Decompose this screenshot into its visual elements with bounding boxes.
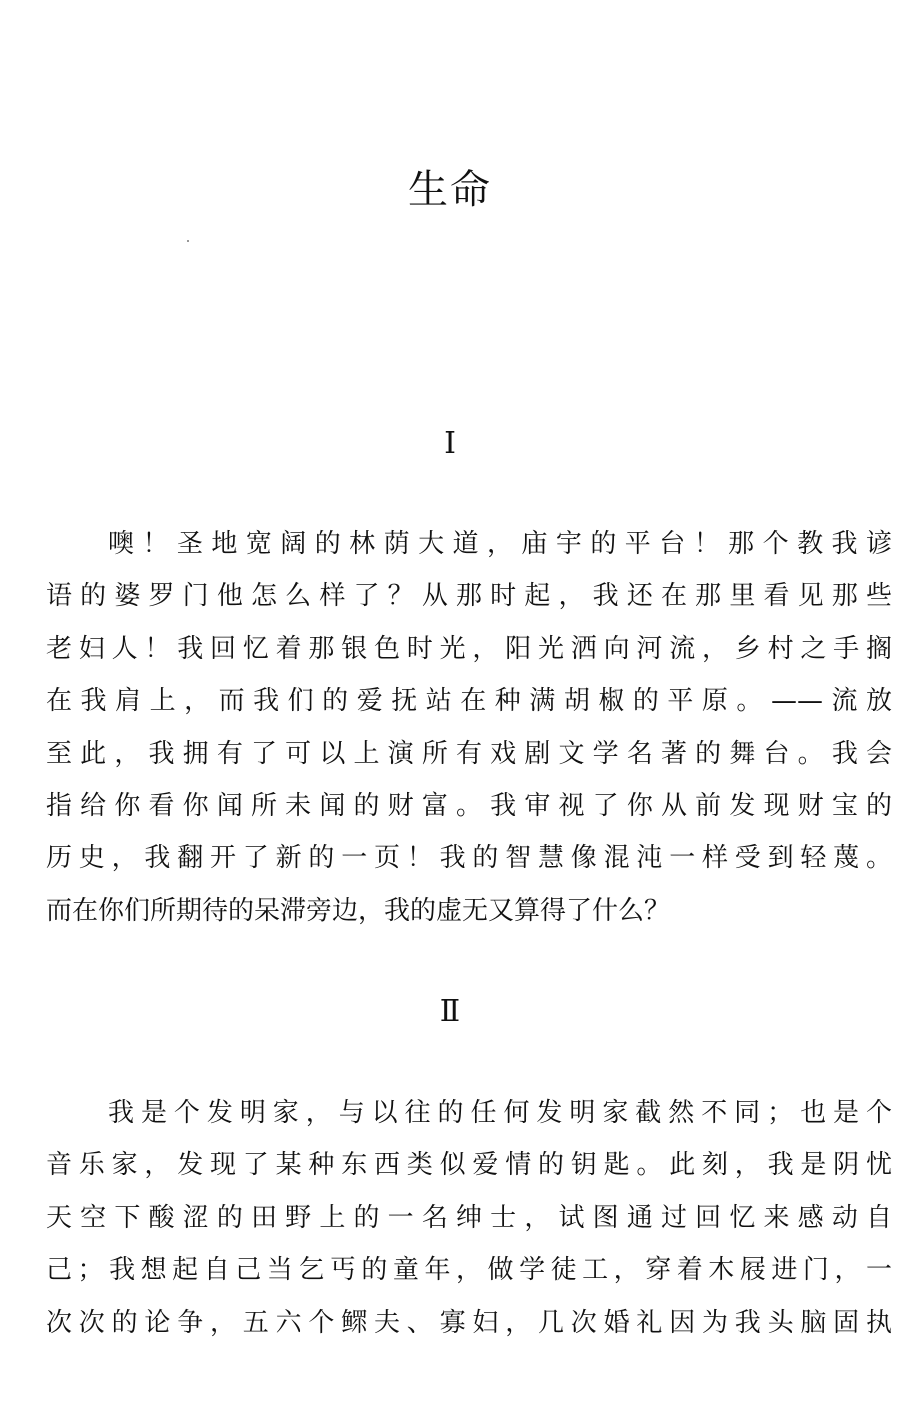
paragraph-line: 噢！圣地宽阔的林荫大道，庙宇的平台！那个教我谚	[108, 529, 892, 559]
paragraph-line: 历史，我翻开了新的一页！我的智慧像混沌一样受到轻蔑。	[46, 843, 892, 874]
paragraph-line: 老妇人！我回忆着那银色时光，阳光洒向河流，乡村之手搁	[46, 633, 892, 664]
section-1-paragraph	[46, 518, 892, 937]
paragraph-line: 在我肩上，而我们的爱抚站在种满胡椒的平原。——流放	[46, 686, 892, 717]
section-number-1: Ⅰ	[444, 426, 456, 461]
paragraph-line: 次次的论争，五六个鳏夫、寡妇，几次婚礼因为我头脑固执	[46, 1307, 892, 1338]
paragraph-line: 而在你们所期待的呆滞旁边，我的虚无又算得了什么？	[46, 895, 671, 926]
chapter-title: 生命	[408, 167, 492, 213]
paragraph-line: 指给你看你闻所未闻的财富。我审视了你从前发现财宝的	[46, 790, 892, 821]
paragraph-line: 至此，我拥有了可以上演所有戏剧文学名著的舞台。我会	[46, 738, 892, 769]
paragraph-line: 己；我想起自己当乞丐的童年，做学徒工，穿着木屐进门，一	[46, 1255, 892, 1286]
paragraph-line: 我是个发明家，与以往的任何发明家截然不同；也是个	[108, 1098, 892, 1128]
paragraph-line: 天空下酸涩的田野上的一名绅士，试图通过回忆来感动自	[46, 1202, 892, 1233]
paragraph-line: 语的婆罗门他怎么样了？从那时起，我还在那里看见那些	[46, 581, 892, 612]
section-number-2: Ⅱ	[439, 994, 461, 1029]
paragraph-line: 音乐家，发现了某种东西类似爱情的钥匙。此刻，我是阴忧	[46, 1150, 892, 1181]
section-2-paragraph	[46, 1087, 892, 1349]
print-speck	[187, 240, 189, 242]
